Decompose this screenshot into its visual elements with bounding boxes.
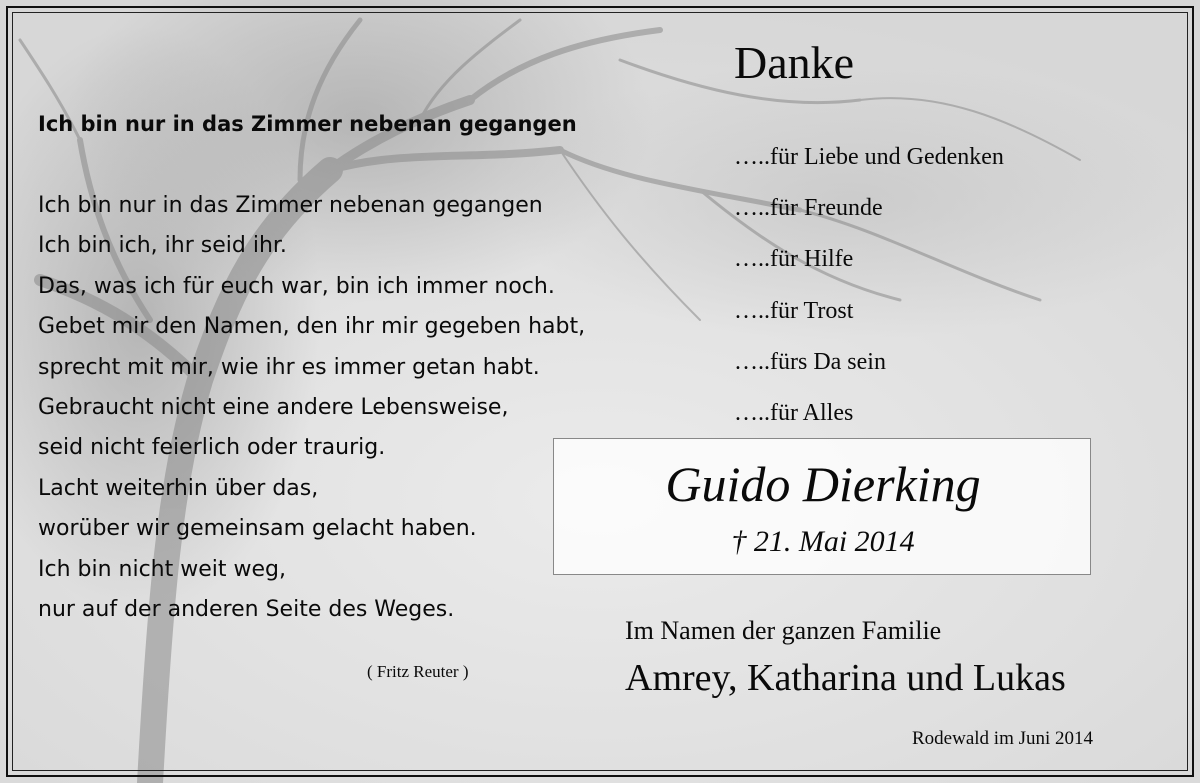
thanks-item: …..für Freunde [734,195,883,222]
thanks-item: …..fürs Da sein [734,348,886,375]
thanks-list [734,132,1004,439]
thanks-heading: Danke [734,37,855,88]
family-names: Amrey, Katharina und Lukas [625,657,1066,699]
poem-line: Ich bin nicht weit weg, [38,556,286,582]
poem-author: ( Fritz Reuter ) [367,662,469,681]
poem-line: Ich bin ich, ihr seid ihr. [38,233,287,259]
place-date: Rodewald im Juni 2014 [912,728,1094,749]
thanks-item: …..für Alles [734,399,854,426]
thanks-item: …..für Trost [734,297,854,324]
poem-line: worüber wir gemeinsam gelacht haben. [38,516,477,542]
thanks-item: …..für Hilfe [734,246,854,273]
poem-line: Lacht weiterhin über das, [38,475,319,501]
deceased-name: Guido Dierking [665,456,981,512]
poem-text [38,186,585,630]
poem-line: Gebraucht nicht eine andere Lebensweise, [38,394,509,420]
death-date: † 21. Mai 2014 [731,525,915,558]
poem-line: sprecht mit mir, wie ihr es immer getan habt. [38,354,540,380]
deceased-name-box [553,438,1091,575]
poem-title: Ich bin nur in das Zimmer nebenan gegangen [38,112,577,136]
poem-line: seid nicht feierlich oder traurig. [38,435,386,461]
poem-line: Gebet mir den Namen, den ihr mir gegeben habt, [38,314,586,340]
poem-line: Das, was ich für euch war, bin ich immer noch. [38,273,555,299]
poem-line: Ich bin nur in das Zimmer nebenan gegangen [38,193,543,218]
family-intro: Im Namen der ganzen Familie [625,616,942,645]
thanks-item: …..für Liebe und Gedenken [734,144,1004,170]
poem-line: nur auf der anderen Seite des Weges. [38,596,455,622]
